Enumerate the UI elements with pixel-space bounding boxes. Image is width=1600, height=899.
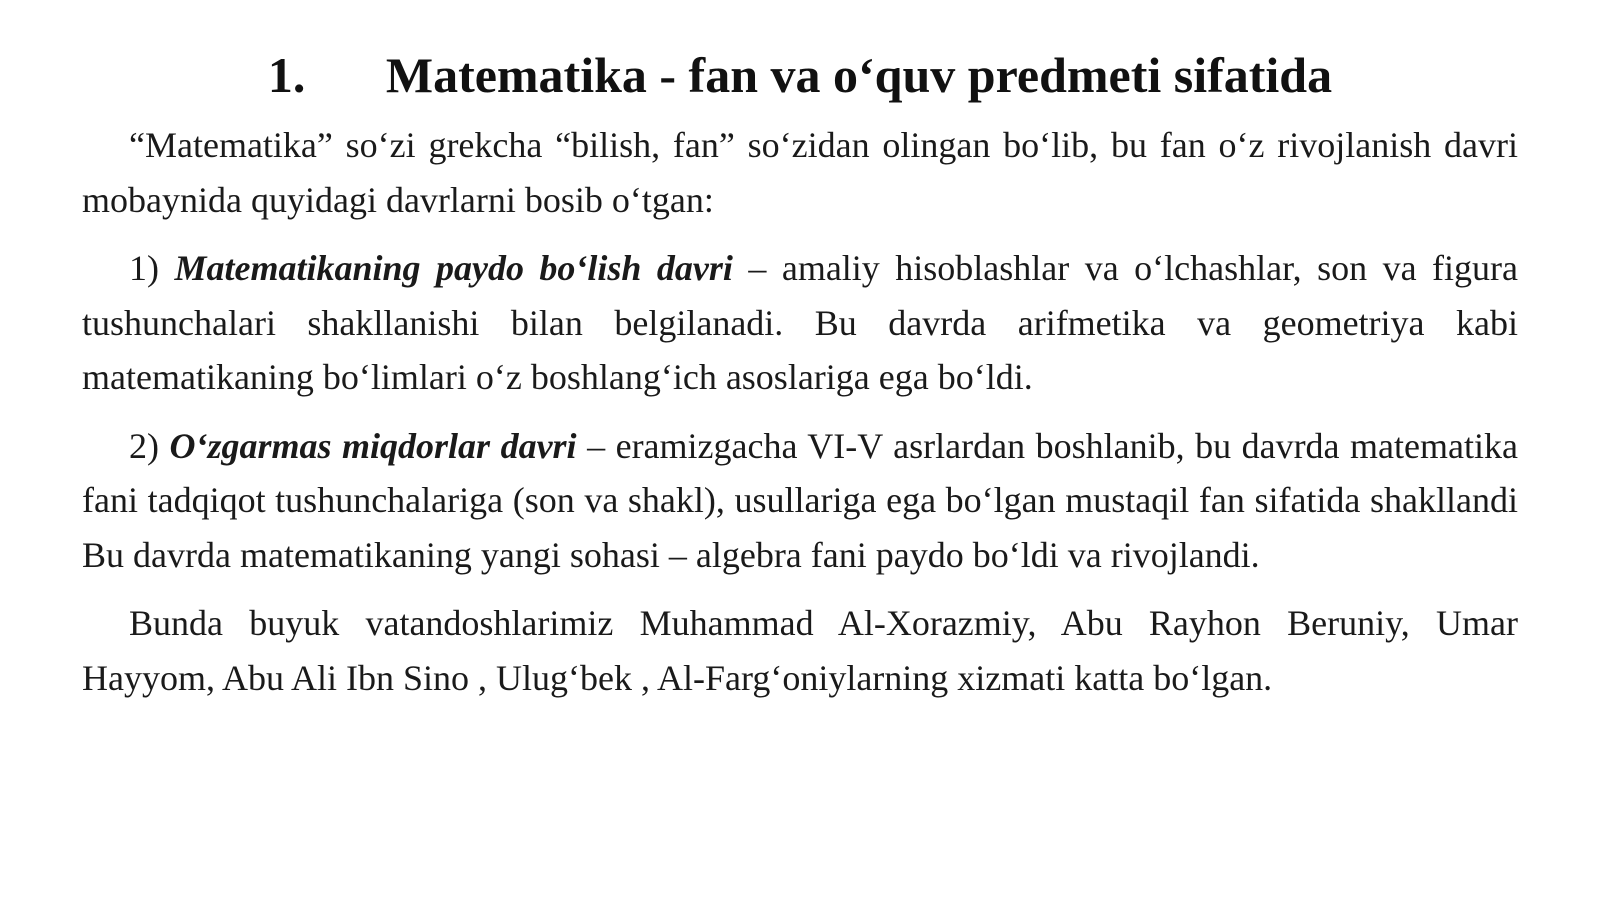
period-2-paragraph <box>82 419 1518 583</box>
closing-paragraph: Bunda buyuk vatandoshlarimiz Muhammad Al-Xorazmiy, Abu Rayhon Beruniy, Umar Hayyom, Abu Ali Ibn Sino , Ulug‘bek , Al-Farg‘oniylarning xizmati katta bo‘lgan. <box>82 603 1518 698</box>
period-1-term: Matematikaning paydo bo‘lish davri <box>174 248 733 288</box>
period-2-text: – eramizgacha VI-V asrlardan boshlanib, bu davrda matematika fani tadqiqot tushunchalariga (son va shakl), usullariga ega bo‘lgan mustaqil fan sifatida shakllandi Bu davrda matematikaning yangi sohasi – algebra fani paydo bo‘ldi va rivojlandi. <box>82 425 1518 575</box>
period-1-prefix: 1) <box>129 248 175 288</box>
title-number: 1. <box>267 47 306 103</box>
title-text: Matematika - fan va o‘quv predmeti sifatida <box>385 47 1333 103</box>
period-1-paragraph <box>82 241 1518 405</box>
period-2-prefix: 2) <box>129 425 170 466</box>
period-2-term: O‘zgarmas miqdorlar davri <box>169 425 577 466</box>
intro-paragraph: “Matematika” so‘zi grekcha “bilish, fan” so‘zidan olingan bo‘lib, bu fan o‘z rivojlanish davri mobaynida quyidagi davrlarni bosib o‘tgan: <box>82 125 1518 220</box>
document-body <box>82 118 1518 705</box>
period-1-text: – amaliy hisoblashlar va o‘lchashlar, son va figura tushunchalari shakllanishi bilan belgilanadi. Bu davrda arifmetika va geometriya kabi matematikaning bo‘limlari o‘z boshlang‘ich asoslariga ega bo‘ldi. <box>82 248 1518 397</box>
page-title <box>82 0 1518 110</box>
